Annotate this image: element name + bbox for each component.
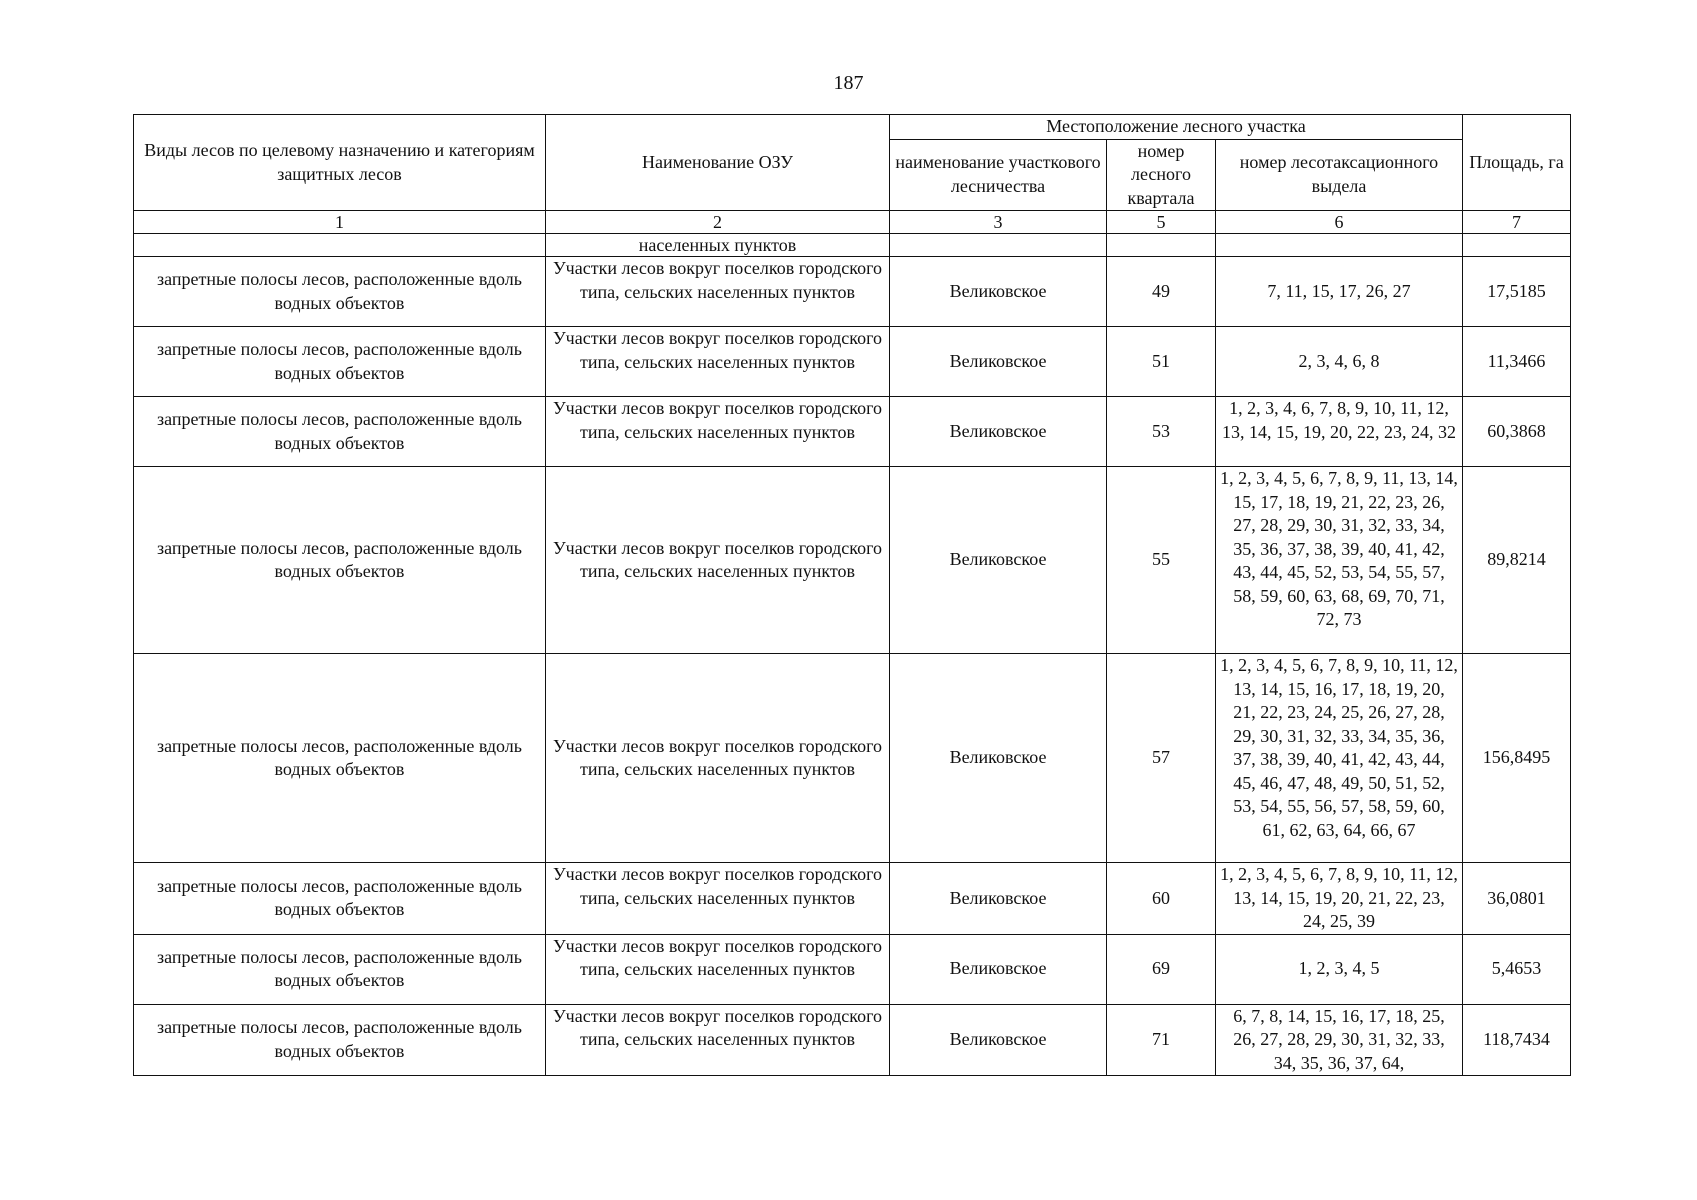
allotments-cell: 2, 3, 4, 6, 8 <box>1216 327 1463 397</box>
column-number: 6 <box>1216 211 1463 234</box>
forestry-cell: Великовское <box>890 654 1107 863</box>
area-cell: 60,3868 <box>1463 397 1571 467</box>
allotments-cell: 1, 2, 3, 4, 5, 6, 7, 8, 9, 11, 13, 14, 15, 17, 18, 19, 21, 22, 23, 26, 27, 28, 29, 30, 31, 32, 33, 34, 35, 36, 37, 38, 39, 40, 41, 42, 43, 44, 45, 52, 53, 54, 55, 57, 58, 59, 60, 63, 68, 69, 70, 71, 72, 73 <box>1216 467 1463 654</box>
forestry-cell: Великовское <box>890 934 1107 1004</box>
quarter-cell: 60 <box>1107 863 1216 935</box>
table-row <box>134 467 1571 654</box>
header-location-group: Местоположение лесного участка <box>890 115 1463 140</box>
quarter-cell: 57 <box>1107 654 1216 863</box>
continuation-cell <box>1463 234 1571 257</box>
forestry-cell: Великовское <box>890 257 1107 327</box>
header-quarter-number: номер лесного квартала <box>1107 139 1216 211</box>
forest-type-cell: запретные полосы лесов, расположенные вдоль водных объектов <box>134 654 546 863</box>
area-cell: 89,8214 <box>1463 467 1571 654</box>
quarter-cell: 71 <box>1107 1004 1216 1076</box>
header-area: Площадь, га <box>1463 115 1571 211</box>
quarter-cell: 53 <box>1107 397 1216 467</box>
column-number: 3 <box>890 211 1107 234</box>
ozu-name-cell: Участки лесов вокруг поселков городского типа, сельских населенных пунктов <box>546 654 890 863</box>
forestry-cell: Великовское <box>890 327 1107 397</box>
area-cell: 156,8495 <box>1463 654 1571 863</box>
table-row <box>134 257 1571 327</box>
area-cell: 118,7434 <box>1463 1004 1571 1076</box>
forestry-cell: Великовское <box>890 1004 1107 1076</box>
ozu-name-cell: Участки лесов вокруг поселков городского типа, сельских населенных пунктов <box>546 327 890 397</box>
area-cell: 11,3466 <box>1463 327 1571 397</box>
forest-type-cell: запретные полосы лесов, расположенные вдоль водных объектов <box>134 257 546 327</box>
forest-type-cell: запретные полосы лесов, расположенные вдоль водных объектов <box>134 934 546 1004</box>
forest-type-cell: запретные полосы лесов, расположенные вдоль водных объектов <box>134 397 546 467</box>
continuation-row <box>134 234 1571 257</box>
forest-type-cell: запретные полосы лесов, расположенные вдоль водных объектов <box>134 467 546 654</box>
forest-type-cell: запретные полосы лесов, расположенные вдоль водных объектов <box>134 1004 546 1076</box>
quarter-cell: 69 <box>1107 934 1216 1004</box>
column-number: 7 <box>1463 211 1571 234</box>
table-row <box>134 863 1571 935</box>
allotments-cell: 1, 2, 3, 4, 5 <box>1216 934 1463 1004</box>
ozu-name-cell: Участки лесов вокруг поселков городского типа, сельских населенных пунктов <box>546 257 890 327</box>
table-row <box>134 1004 1571 1076</box>
forest-type-cell: запретные полосы лесов, расположенные вдоль водных объектов <box>134 327 546 397</box>
continuation-cell <box>1107 234 1216 257</box>
ozu-name-cell: Участки лесов вокруг поселков городского типа, сельских населенных пунктов <box>546 1004 890 1076</box>
area-cell: 36,0801 <box>1463 863 1571 935</box>
table-row <box>134 934 1571 1004</box>
forest-allotment-table <box>133 114 1571 1076</box>
ozu-name-cell: Участки лесов вокруг поселков городского типа, сельских населенных пунктов <box>546 934 890 1004</box>
quarter-cell: 49 <box>1107 257 1216 327</box>
forest-type-cell: запретные полосы лесов, расположенные вдоль водных объектов <box>134 863 546 935</box>
header-ozu-name: Наименование ОЗУ <box>546 115 890 211</box>
area-cell: 17,5185 <box>1463 257 1571 327</box>
ozu-name-cell: Участки лесов вокруг поселков городского типа, сельских населенных пунктов <box>546 467 890 654</box>
forestry-cell: Великовское <box>890 863 1107 935</box>
area-cell: 5,4653 <box>1463 934 1571 1004</box>
forestry-cell: Великовское <box>890 397 1107 467</box>
ozu-name-cell: Участки лесов вокруг поселков городского типа, сельских населенных пунктов <box>546 397 890 467</box>
quarter-cell: 51 <box>1107 327 1216 397</box>
page-number: 187 <box>833 72 864 94</box>
allotments-cell: 7, 11, 15, 17, 26, 27 <box>1216 257 1463 327</box>
continuation-cell <box>890 234 1107 257</box>
ozu-name-cell: Участки лесов вокруг поселков городского типа, сельских населенных пунктов <box>546 863 890 935</box>
continuation-cell <box>134 234 546 257</box>
column-number: 5 <box>1107 211 1216 234</box>
table-row <box>134 327 1571 397</box>
header-row-top <box>134 115 1571 140</box>
continuation-ozu-text: населенных пунктов <box>546 234 890 257</box>
header-forestry-name: наименование участкового лесничества <box>890 139 1107 211</box>
allotments-cell: 1, 2, 3, 4, 5, 6, 7, 8, 9, 10, 11, 12, 13, 14, 15, 16, 17, 18, 19, 20, 21, 22, 23, 24, 25, 26, 27, 28, 29, 30, 31, 32, 33, 34, 35, 36, 37, 38, 39, 40, 41, 42, 43, 44, 45, 46, 47, 48, 49, 50, 51, 52, 53, 54, 55, 56, 57, 58, 59, 60, 61, 62, 63, 64, 66, 67 <box>1216 654 1463 863</box>
allotments-cell: 6, 7, 8, 14, 15, 16, 17, 18, 25, 26, 27, 28, 29, 30, 31, 32, 33, 34, 35, 36, 37, 64, <box>1216 1004 1463 1076</box>
column-number: 1 <box>134 211 546 234</box>
allotments-cell: 1, 2, 3, 4, 6, 7, 8, 9, 10, 11, 12, 13, 14, 15, 19, 20, 22, 23, 24, 32 <box>1216 397 1463 467</box>
column-number: 2 <box>546 211 890 234</box>
column-number-row <box>134 211 1571 234</box>
forestry-cell: Великовское <box>890 467 1107 654</box>
continuation-cell <box>1216 234 1463 257</box>
header-forest-type: Виды лесов по целевому назначению и категориям защитных лесов <box>134 115 546 211</box>
quarter-cell: 55 <box>1107 467 1216 654</box>
header-allotment-number: номер лесотаксационного выдела <box>1216 139 1463 211</box>
allotments-cell: 1, 2, 3, 4, 5, 6, 7, 8, 9, 10, 11, 12, 13, 14, 15, 19, 20, 21, 22, 23, 24, 25, 39 <box>1216 863 1463 935</box>
table-row <box>134 654 1571 863</box>
table-row <box>134 397 1571 467</box>
